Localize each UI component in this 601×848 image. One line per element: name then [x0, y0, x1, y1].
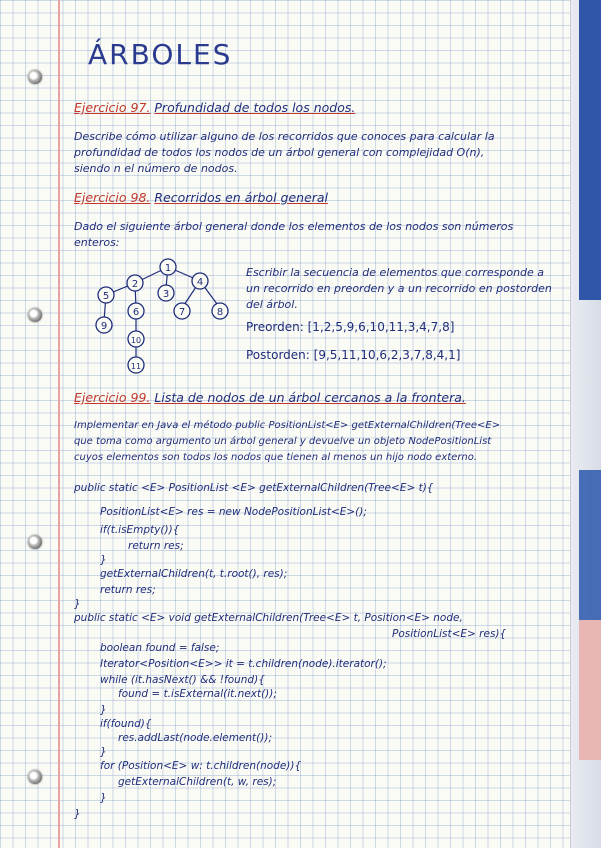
ej98-heading: [74, 190, 328, 205]
code-line: PositionList<E> res){: [392, 628, 507, 640]
ej97-number: Ejercicio 97.: [74, 100, 151, 115]
ej99-body-line: Implementar en Java el método public PositionList<E> getExternalChildren(Tree<E>: [74, 420, 501, 431]
ej98-statement-line: del árbol.: [246, 298, 298, 311]
tree-node-label: 5: [102, 291, 110, 302]
code-line: Iterator<Position<E>> it = t.children(node).iterator();: [100, 658, 387, 670]
ej98-intro-line: enteros:: [74, 236, 120, 249]
code-line: return res;: [100, 584, 156, 596]
code-line: return res;: [128, 540, 184, 552]
margin-line: [58, 0, 60, 848]
ej99-body-line: cuyos elementos son todos los nodos que tienen al menos un hijo nodo externo.: [74, 452, 478, 463]
code-line: }: [74, 598, 81, 610]
tree-node-label: 3: [162, 289, 170, 300]
code-line: found = t.isExternal(it.next());: [118, 688, 277, 700]
ej97-heading: [74, 100, 355, 115]
code-line: }: [100, 704, 107, 716]
code-line: for (Position<E> w: t.children(node)){: [100, 760, 302, 772]
divider-tab-blue: [579, 0, 601, 300]
postorden-label: Postorden:: [246, 348, 310, 362]
code-line: res.addLast(node.element());: [118, 732, 272, 744]
preorden-value: [1,2,5,9,6,10,11,3,4,7,8]: [307, 320, 455, 334]
ej98-statement-line: Escribir la secuencia de elementos que corresponde a: [246, 266, 545, 279]
code-line: getExternalChildren(t, t.root(), res);: [100, 568, 288, 580]
postorden-line: [246, 348, 460, 362]
ej99-number: Ejercicio 99.: [74, 390, 151, 405]
ej98-title: Recorridos en árbol general: [154, 190, 329, 205]
code-line: if(t.isEmpty()){: [100, 524, 180, 536]
tree-node-label: 4: [196, 277, 204, 288]
ej99-title: Lista de nodos de un árbol cercanos a la frontera.: [154, 390, 466, 405]
tree-node-label: 10: [130, 336, 142, 345]
tree-node-label: 1: [164, 263, 172, 274]
code-line: while (it.hasNext() && !found){: [100, 674, 265, 686]
general-tree-diagram: [90, 255, 240, 375]
code-line: }: [100, 746, 107, 758]
code-line: }: [74, 808, 81, 820]
ej97-body-line: Describe cómo utilizar alguno de los recorridos que conoces para calcular la: [74, 130, 495, 143]
code-line: boolean found = false;: [100, 642, 220, 654]
binder-hole-icon: [28, 535, 42, 549]
ej99-heading: [74, 390, 466, 405]
divider-tab-pink: [579, 620, 601, 760]
postorden-value: [9,5,11,10,6,2,3,7,8,4,1]: [313, 348, 461, 362]
binder-hole-icon: [28, 770, 42, 784]
preorden-label: Preorden:: [246, 320, 304, 334]
binder-hole-icon: [28, 70, 42, 84]
tree-node-label: 6: [132, 307, 140, 318]
tree-node-label: 7: [178, 307, 186, 318]
code-line: public static <E> PositionList <E> getExternalChildren(Tree<E> t){: [74, 482, 434, 494]
code-line: public static <E> void getExternalChildren(Tree<E> t, Position<E> node,: [74, 612, 463, 624]
ej97-title: Profundidad de todos los nodos.: [154, 100, 356, 115]
code-line: getExternalChildren(t, w, res);: [118, 776, 277, 788]
page-title: ÁRBOLES: [88, 38, 233, 71]
ej98-intro-line: Dado el siguiente árbol general donde los elementos de los nodos son números: [74, 220, 514, 233]
ej97-body-line: siendo n el número de nodos.: [74, 162, 238, 175]
code-line: }: [100, 554, 107, 566]
code-line: if(found){: [100, 718, 152, 730]
ej98-statement-line: un recorrido en preorden y a un recorrido en postorden: [246, 282, 552, 295]
ej98-number: Ejercicio 98.: [74, 190, 151, 205]
ej99-body-line: que toma como argumento un árbol general y devuelve un objeto NodePositionList: [74, 436, 492, 447]
code-line: PositionList<E> res = new NodePositionList<E>();: [100, 506, 367, 518]
binder-hole-icon: [28, 308, 42, 322]
code-line: }: [100, 792, 107, 804]
tree-node-label: 2: [131, 279, 139, 290]
ej97-body-line: profundidad de todos los nodos de un árbol general con complejidad O(n),: [74, 146, 485, 159]
tree-node-label: 11: [130, 362, 142, 371]
tree-node-label: 8: [216, 307, 224, 318]
preorden-line: [246, 320, 454, 334]
tree-node-label: 9: [100, 321, 108, 332]
